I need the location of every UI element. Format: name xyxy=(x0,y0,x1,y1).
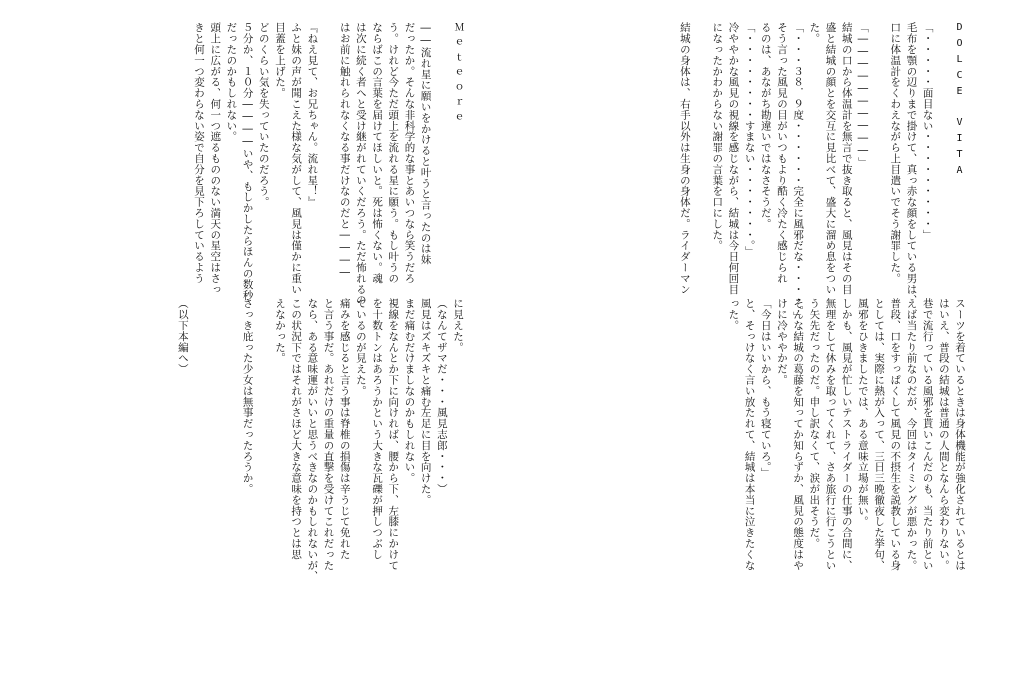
text-line: はお前に触れられなくなる事だけなのだと―――― xyxy=(338,22,351,279)
text-line: 風見はズキズキと痛む左足に目を向けた。 xyxy=(419,298,432,506)
text-line: 結城の身体は、右手以外は生身の身体だ。ライダーマン xyxy=(678,22,691,295)
text-line: えば当たり前なのだが、今回はタイミングが悪かった。 xyxy=(905,298,918,571)
text-line: どのくらい気を失っていたのだろう。 xyxy=(257,22,270,208)
text-line: 痛みを感じると言う事は脊椎の損傷は辛うじて免れた xyxy=(338,298,351,560)
section-title: Ｍｅｔｅｏｒｅ xyxy=(452,22,463,127)
text-line: 口に体温計をくわえながら上目遣いでそう謝罪した。 xyxy=(889,22,902,284)
text-line: きと何一つ変わらない姿で自分を見下ろしているよう xyxy=(193,22,205,284)
text-line: えなかった。 xyxy=(273,298,286,364)
upper-left-text-block xyxy=(189,22,464,305)
text-line: はいえ、普段の結城は普通の人間となんら変わりない。 xyxy=(937,298,950,571)
text-line: 「今日はいいから、もう寝ていろ。」 xyxy=(759,298,772,479)
section-title: DOLCE VITA xyxy=(954,22,965,181)
text-line: ふと妹の声が聞こえた様な気がして、風見は僅かに重い xyxy=(290,22,303,295)
text-line: と言う事だ。あれだけの重量の直撃を受けてこれだった xyxy=(322,298,335,571)
text-line: そう言った風見の目がいつもより酷く冷たく感じられ xyxy=(775,22,788,284)
text-line: と、そっけなく言い放たれて、結城は本当に泣きたくな xyxy=(743,298,756,571)
text-line: ているのが見えた。 xyxy=(354,298,367,397)
text-line: 毛布を顎の辺りまで掛けて、真っ赤な顔をしている男は、 xyxy=(905,22,918,306)
text-line: ――流れ星に願いをかけると叶うと言ったのは妹 xyxy=(419,22,432,265)
text-line: なら、ある意味運がいいと思うべきなのかもしれないが、 xyxy=(306,298,319,582)
text-line: う。けれど今ただ頭上を流れる星に願う。もし叶うの xyxy=(387,22,400,284)
text-line: だったか。そんな非科学的な事とあいつなら笑うだろ xyxy=(403,22,416,284)
text-line: （以下本編へ） xyxy=(176,298,189,375)
text-line: 「――――――――――」 xyxy=(856,22,869,168)
text-line: 結城の口から体温計を無言で抜き取ると、風見はその目 xyxy=(840,22,853,295)
text-line: この状況下ではそれがさほど大きな意味を持つとは思 xyxy=(290,298,303,560)
text-line: った。 xyxy=(727,298,740,331)
text-line: （なんてザマだ・・・風見志郎・・・） xyxy=(435,298,448,495)
text-line: しかも、風見が忙しいテストライダーの仕事の合間に、 xyxy=(840,298,853,571)
text-line: 無理をして休みを取ってくれて、さあ旅行に行こうとい xyxy=(824,298,837,571)
text-line: けに冷ややかだ。 xyxy=(775,298,788,386)
text-line: に見えた。 xyxy=(452,298,464,353)
text-line: 「・・・・・・・・すまない・・・・・・・。」 xyxy=(743,22,756,257)
text-line: 盛と結城の顔とを交互に見比べて、盛大に溜め息をつい xyxy=(824,22,837,295)
text-line: 視線をなんとか下に向ければ、腰から下、左膝にかけて xyxy=(387,298,400,571)
lower-left-text-block xyxy=(173,298,464,581)
text-line: だったのかもしれない。 xyxy=(225,22,238,142)
text-line: 「・・・・・面目ない・・・・・・・・・」 xyxy=(921,22,934,240)
text-line: るのは、あながち勘違いではなさそうだ。 xyxy=(759,22,772,230)
text-line: は次に続く者へと受け継がれていくだろう。ただ怖れるの xyxy=(354,22,367,306)
text-line: 『ねえ見て、お兄ちゃん。流れ星！』 xyxy=(306,22,319,208)
text-line: う矢先だったのだ。申し訳なくて、涙が出そうだ。 xyxy=(808,298,821,549)
text-line: 冷ややかな風見の視線を感じながら、結城は今日何回目 xyxy=(727,22,740,295)
text-line: さっき庇った少女は無事だったろうか。 xyxy=(241,298,254,495)
text-line: 目蓋を上げた。 xyxy=(273,22,286,99)
text-line: 普段、口をすっぱくして風見の不摂生を説教している身 xyxy=(889,298,902,571)
text-line: 「・・・３８．９度・・・・・・完全に風邪だな・・・・。」 xyxy=(792,22,805,322)
text-line: ５分か、１０分――――いや、もしかしたらほんの数秒 xyxy=(241,22,254,301)
text-line: 風邪をひきましたでは、ある意味立場が無い。 xyxy=(856,298,869,527)
text-line: まだ痛むだけましなのかもしれない。 xyxy=(403,298,416,484)
text-line: ならばこの言葉を届けてほしいと。死は怖くない。魂 xyxy=(371,22,384,284)
text-line: を十数トンはあろうかという大きな瓦礫が押しつぶし xyxy=(371,298,384,560)
upper-right-text-block xyxy=(675,22,966,322)
text-line: 頭上に広がる、何一つ遮るもののない満天の星空はさっ xyxy=(209,22,222,295)
text-line: としては、実際に熱が入って、三日三晩徹夜した挙句、 xyxy=(873,298,886,571)
text-line: た。 xyxy=(808,22,821,44)
text-line: 巷で流行っている風邪を貰いこんだのも、当たり前とい xyxy=(921,298,934,571)
text-line: そんな結城の葛藤を知ってか知らずか、風見の態度はや xyxy=(792,298,805,571)
text-line: スーツを着ているときは身体機能が強化されているとは xyxy=(954,298,966,571)
text-line: になったかわからない謝罪の言葉を口にした。 xyxy=(711,22,724,251)
lower-right-text-block xyxy=(723,298,966,571)
